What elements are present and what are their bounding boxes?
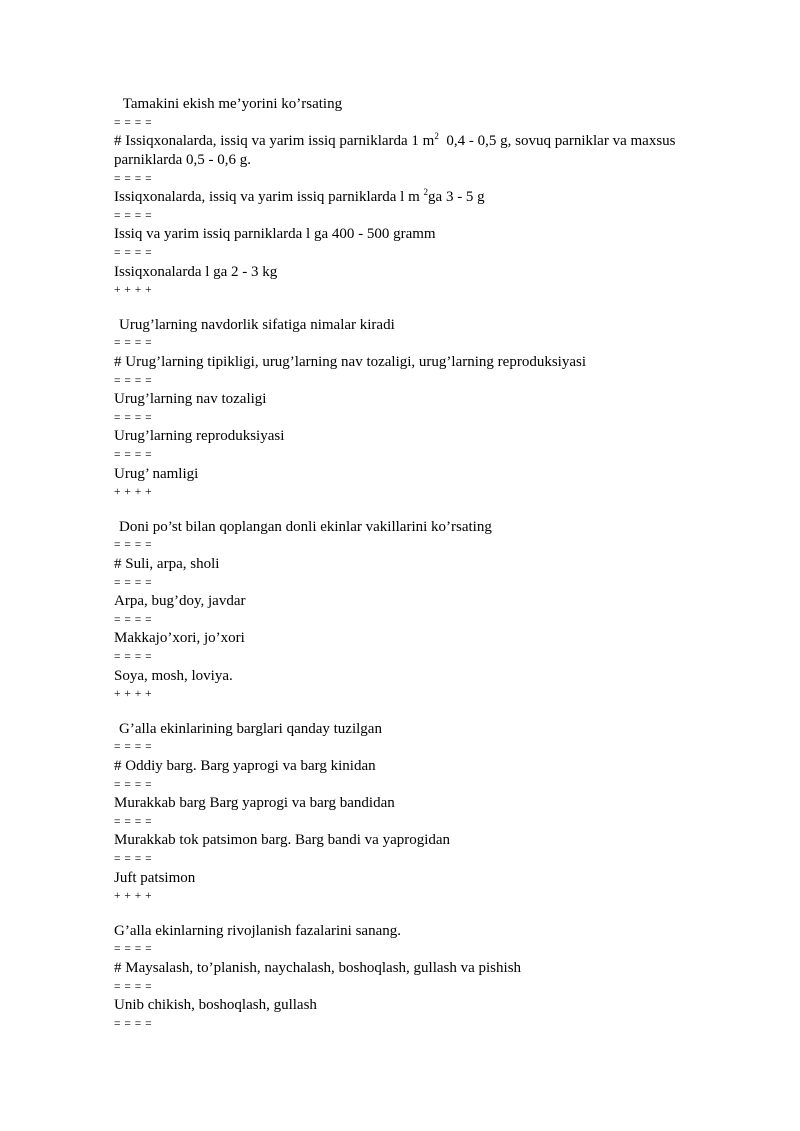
separator: = = = = — [114, 651, 153, 664]
answer-text: Juft patsimon — [114, 869, 196, 886]
end-marker: + + + + — [114, 688, 153, 701]
separator: = = = = — [114, 411, 153, 424]
answer-option — [114, 353, 734, 372]
answer-text: Urug’larning reproduksiyasi — [114, 428, 285, 445]
answer-option — [114, 465, 734, 484]
answer-text: Soya, mosh, loviya. — [114, 667, 233, 684]
answer-text: Unib chikish, boshoqlash, gullash — [114, 997, 317, 1014]
separator: = = = = — [114, 778, 153, 791]
question-text: Doni po’st bilan qoplangan donli ekinlar vakillarini ko’rsating — [119, 518, 492, 535]
question-block — [114, 316, 734, 502]
answer-option — [114, 225, 734, 244]
answer-text: Issiqxonalarda l ga 2 - 3 kg — [114, 263, 278, 280]
separator: = = = = — [114, 1017, 153, 1030]
answer-text-cont: ga 3 - 5 g — [428, 189, 485, 206]
answer-text: # Suli, arpa, sholi — [114, 555, 220, 572]
separator: = = = = — [114, 116, 153, 129]
answer-text: Urug’ namligi — [114, 465, 199, 482]
separator: = = = = — [114, 853, 153, 866]
question-text: G’alla ekinlarning rivojlanish fazalarini sanang. — [114, 922, 401, 939]
end-marker: + + + + — [114, 486, 153, 499]
separator: = = = = — [114, 815, 153, 828]
separator: = = = = — [114, 539, 153, 552]
end-marker: + + + + — [114, 284, 153, 297]
separator: = = = = — [114, 374, 153, 387]
superscript: 2 — [423, 187, 429, 198]
separator: = = = = — [114, 209, 153, 222]
answer-option — [114, 427, 734, 446]
superscript: 2 — [434, 131, 439, 142]
separator: = = = = — [114, 943, 153, 956]
answer-text: Issiqxonalarda, issiq va yarim issiq parniklarda l m — [114, 189, 424, 206]
answer-text: # Oddiy barg. Barg yaprogi va barg kinidan — [114, 757, 376, 774]
question-block — [114, 922, 734, 1034]
answer-text-cont: 0,4 - 0,5 g, sovuq parniklar va maxsus parniklarda 0,5 - 0,6 g. — [114, 133, 680, 168]
answer-option — [114, 996, 734, 1015]
answer-option — [114, 188, 734, 207]
question-block — [114, 95, 734, 300]
separator: = = = = — [114, 613, 153, 626]
separator: = = = = — [114, 449, 153, 462]
separator: = = = = — [114, 247, 153, 260]
answer-option — [114, 831, 734, 850]
answer-option — [114, 263, 734, 282]
separator: = = = = — [114, 172, 153, 185]
question-text: Urug’larning navdorlik sifatiga nimalar kiradi — [119, 316, 395, 333]
answer-text: Arpa, bug’doy, javdar — [114, 593, 246, 610]
answer-text: # Urug’larning tipikligi, urug’larning nav tozaligi, urug’larning reproduksiyasi — [114, 353, 586, 370]
question-text: G’alla ekinlarining barglari qanday tuzilgan — [119, 720, 382, 737]
answer-text: Makkajo’xori, jo’xori — [114, 630, 245, 647]
answer-text: # Issiqxonalarda, issiq va yarim issiq parniklarda 1 m — [114, 133, 435, 150]
separator: = = = = — [114, 741, 153, 754]
question-block — [114, 720, 734, 906]
question-text: Tamakini ekish me’yorini ko’rsating — [119, 96, 343, 112]
end-marker: + + + + — [114, 890, 153, 903]
answer-option — [114, 794, 734, 813]
answer-text: Murakkab barg Barg yaprogi va barg bandidan — [114, 795, 395, 812]
document-content — [114, 95, 734, 1049]
answer-option — [114, 959, 734, 978]
answer-text: Issiq va yarim issiq parniklarda l ga 400 - 500 gramm — [114, 226, 436, 243]
answer-text: Murakkab tok patsimon barg. Barg bandi va yaprogidan — [114, 832, 451, 849]
answer-text: # Maysalash, to’planish, naychalash, boshoqlash, gullash va pishish — [114, 959, 522, 976]
separator: = = = = — [114, 980, 153, 993]
answer-option — [114, 757, 734, 776]
answer-option — [114, 555, 734, 574]
answer-option — [114, 869, 734, 888]
answer-option — [114, 390, 734, 409]
answer-option — [114, 132, 734, 169]
answer-option — [114, 592, 734, 611]
separator: = = = = — [114, 337, 153, 350]
answer-text: Urug’larning nav tozaligi — [114, 391, 267, 408]
answer-option — [114, 667, 734, 686]
answer-option — [114, 629, 734, 648]
separator: = = = = — [114, 576, 153, 589]
question-block — [114, 518, 734, 704]
